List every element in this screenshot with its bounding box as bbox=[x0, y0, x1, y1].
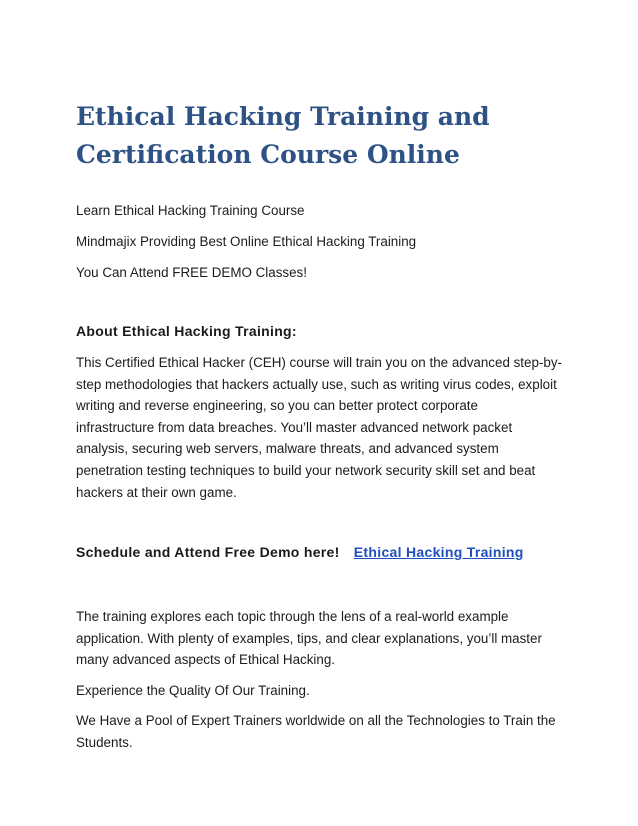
quality-line: Experience the Quality Of Our Training. bbox=[76, 683, 310, 698]
explore-line-3: many advanced aspects of Ethical Hacking. bbox=[76, 652, 336, 668]
trainers-line-1: We Have a Pool of Expert Trainers worldwide on all the Technologies to Train the bbox=[76, 713, 556, 728]
about-line-5: analysis, securing web servers, malware threats, and advanced system bbox=[76, 441, 499, 457]
about-line-6: penetration testing techniques to build your network security skill set and beat bbox=[76, 462, 536, 478]
schedule-heading-text: Schedule and Attend Free Demo here! bbox=[76, 544, 340, 560]
intro-line-3: You Can Attend FREE DEMO Classes! bbox=[76, 265, 307, 280]
title-line-1: Ethical Hacking Training and bbox=[76, 102, 490, 131]
about-line-2: step methodologies that hackers actually use, such as writing virus codes, exploit bbox=[76, 376, 557, 392]
page-title bbox=[76, 98, 556, 174]
intro-line-1: Learn Ethical Hacking Training Course bbox=[76, 203, 305, 218]
schedule-heading bbox=[76, 544, 524, 560]
title-line-2: Certification Course Online bbox=[76, 140, 460, 169]
explore-paragraph bbox=[76, 606, 576, 671]
about-line-1: This Certified Ethical Hacker (CEH) course will train you on the advanced step-by- bbox=[76, 355, 562, 370]
about-line-3: writing and reverse engineering, so you can better protect corporate bbox=[76, 398, 478, 414]
explore-line-1: The training explores each topic through the lens of a real-world example bbox=[76, 609, 509, 624]
about-line-7: hackers at their own game. bbox=[76, 484, 237, 500]
about-heading: About Ethical Hacking Training: bbox=[76, 323, 297, 339]
intro-line-2: Mindmajix Providing Best Online Ethical Hacking Training bbox=[76, 234, 417, 249]
trainers-paragraph bbox=[76, 710, 576, 753]
about-paragraph bbox=[76, 352, 576, 503]
about-line-4: infrastructure from data breaches. You’ll master advanced network packet bbox=[76, 419, 513, 435]
ethical-hacking-training-link[interactable]: Ethical Hacking Training bbox=[353, 544, 524, 560]
trainers-line-2: Students. bbox=[76, 734, 133, 750]
explore-line-2: application. With plenty of examples, tips, and clear explanations, you’ll master bbox=[76, 630, 542, 646]
